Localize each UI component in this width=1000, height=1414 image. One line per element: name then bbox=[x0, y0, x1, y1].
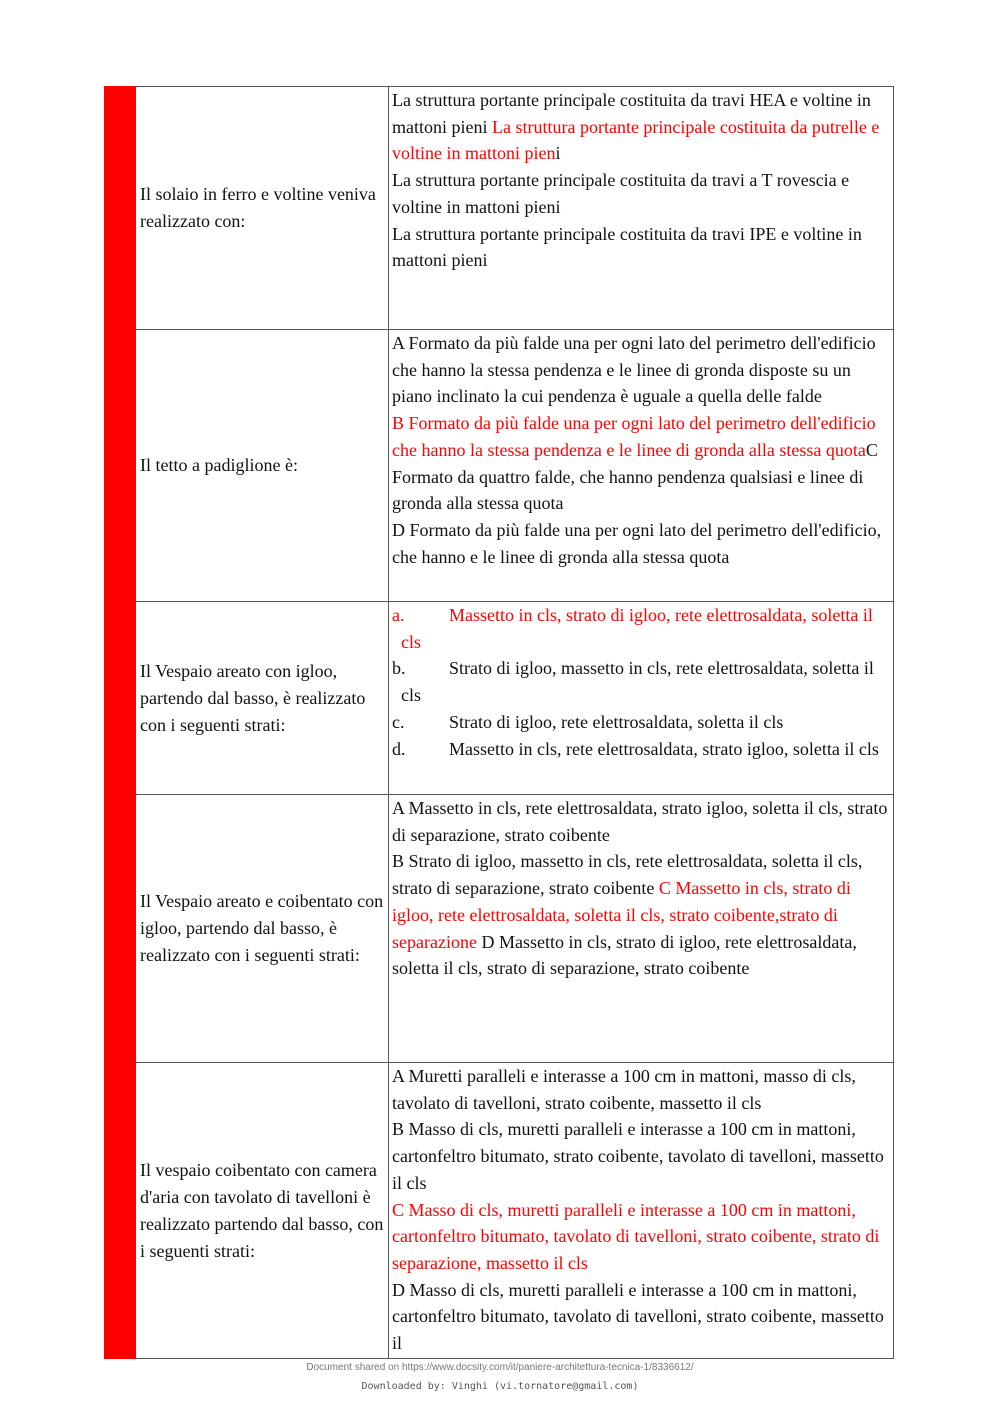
list-letter: b. bbox=[392, 658, 406, 679]
answer-text: Strato di igloo, massetto in cls, rete elettrosaldata, soletta il cls bbox=[401, 658, 874, 706]
answer-text: D Formato da più falde una per ogni lato del perimetro dell'edificio, che hanno e le linee di gronda alla stessa quota bbox=[392, 519, 882, 567]
table-row bbox=[105, 87, 894, 330]
table-row bbox=[105, 1063, 894, 1359]
answer-text: C Formato da quattro falde, che hanno pendenza qualsiasi e linee di gronda alla stessa quota bbox=[392, 439, 878, 514]
answer-text: La struttura portante principale costituita da travi IPE e voltine in mattoni pieni bbox=[392, 223, 862, 271]
answer-text: D Massetto in cls, strato di igloo, rete elettrosaldata, soletta il cls, strato di separazione, strato coibente bbox=[392, 931, 857, 979]
question-cell: Il vespaio coibentato con camera d'aria con tavolato di tavelloni è realizzato partendo dal basso, con i seguenti strati: bbox=[136, 1063, 389, 1359]
answer-text: i bbox=[555, 143, 561, 164]
quiz-table bbox=[104, 86, 894, 1359]
list-item bbox=[392, 655, 893, 708]
table-row bbox=[105, 795, 894, 1063]
answer-text-correct: C Masso di cls, muretti paralleli e interasse a 100 cm in mattoni, cartonfeltro bitumato, tavolato di tavelloni, strato coibente, strato di separazione, massetto il cls bbox=[392, 1199, 880, 1273]
question-cell: Il tetto a padiglione è: bbox=[136, 330, 389, 602]
question-cell: Il solaio in ferro e voltine veniva realizzato con: bbox=[136, 87, 389, 330]
answer-cell bbox=[389, 1063, 894, 1359]
answer-text-correct: B Formato da più falde una per ogni lato del perimetro dell'edificio che hanno la stessa pendenza e le linee di gronda alla stessa quota bbox=[392, 413, 876, 460]
question-cell: Il Vespaio areato e coibentato con igloo, partendo dal basso, è realizzato con i seguenti strati: bbox=[136, 795, 389, 1063]
answer-text: B Strato di igloo, massetto in cls, rete elettrosaldata, soletta il cls, strato di separazione, strato coibente bbox=[392, 851, 863, 899]
answer-text: La struttura portante principale costituita da travi HEA e voltine in mattoni pieni bbox=[392, 90, 871, 137]
row-marker bbox=[105, 1063, 136, 1359]
downloaded-footer: Downloaded by: Vinghi (vi.tornatore@gmail.com) bbox=[361, 1381, 639, 1392]
shared-footer: Document shared on https://www.docsity.com/it/paniere-architettura-tecnica-1/8336612/ bbox=[306, 1362, 694, 1373]
row-marker bbox=[105, 87, 136, 330]
answer-text-correct: Massetto in cls, strato di igloo, rete elettrosaldata, soletta il cls bbox=[401, 605, 873, 652]
answer-text: Massetto in cls, rete elettrosaldata, strato igloo, soletta il cls bbox=[449, 738, 879, 759]
answer-cell bbox=[389, 795, 894, 1063]
answer-cell bbox=[389, 330, 894, 602]
list-item bbox=[392, 736, 893, 763]
answer-text-correct: C Massetto in cls, strato di igloo, rete elettrosaldata, soletta il cls, strato coibente,strato di separazione bbox=[392, 878, 851, 952]
question-cell: Il Vespaio areato con igloo, partendo dal basso, è realizzato con i seguenti strati: bbox=[136, 602, 389, 795]
table-row bbox=[105, 330, 894, 602]
answer-text: A Massetto in cls, rete elettrosaldata, strato igloo, soletta il cls, strato di separazione, strato coibente bbox=[392, 798, 888, 845]
row-marker bbox=[105, 330, 136, 602]
answer-text: A Formato da più falde una per ogni lato del perimetro dell'edificio che hanno la stessa pendenza e le linee di gronda disposte su un piano inclinato la cui pendenza è uguale a quella delle falde bbox=[392, 333, 876, 407]
answer-cell bbox=[389, 87, 894, 330]
answer-text: Strato di igloo, rete elettrosaldata, soletta il cls bbox=[449, 711, 784, 732]
list-item bbox=[392, 602, 893, 655]
answer-text: A Muretti paralleli e interasse a 100 cm in mattoni, masso di cls, tavolato di tavelloni, strato coibente, massetto il cls bbox=[392, 1066, 856, 1113]
row-marker bbox=[105, 602, 136, 795]
list-letter: c. bbox=[392, 711, 405, 732]
answer-text: D Masso di cls, muretti paralleli e interasse a 100 cm in mattoni, cartonfeltro bitumato, tavolato di tavelloni, strato coibente, massetto il bbox=[392, 1279, 884, 1354]
list-letter: a. bbox=[392, 605, 405, 625]
row-marker bbox=[105, 795, 136, 1063]
list-letter: d. bbox=[392, 738, 406, 759]
answer-text-correct: La struttura portante principale costituita da putrelle e voltine in mattoni pien bbox=[392, 116, 880, 164]
answer-text: B Masso di cls, muretti paralleli e interasse a 100 cm in mattoni, cartonfeltro bitumato, strato coibente, tavolato di tavelloni, massetto il cls bbox=[392, 1119, 884, 1193]
answer-text: La struttura portante principale costituita da travi a T rovescia e voltine in mattoni pieni bbox=[392, 170, 850, 217]
list-item bbox=[392, 709, 893, 736]
table-row bbox=[105, 602, 894, 795]
answer-cell bbox=[389, 602, 894, 795]
